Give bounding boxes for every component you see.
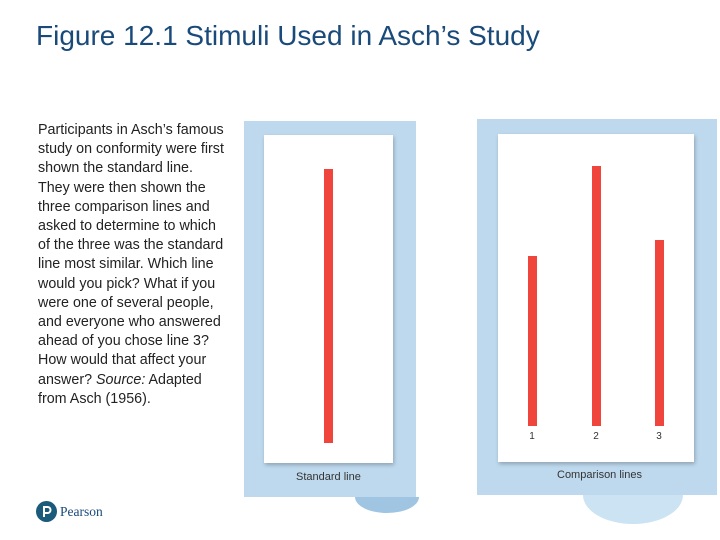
pearson-logo-icon [36, 501, 57, 522]
comparison-line-2 [592, 166, 601, 426]
comparison-label-1: 1 [529, 431, 535, 442]
standard-line-caption: Standard line [296, 471, 361, 483]
slide-title: Figure 12.1 Stimuli Used in Asch’s Study [36, 20, 540, 51]
decorative-arc [355, 497, 419, 513]
decorative-arc [583, 495, 683, 524]
comparison-line-1 [528, 256, 537, 426]
pearson-logo [36, 501, 103, 522]
source-text: Adapted from Asch (1956). [38, 371, 202, 407]
comparison-label-3: 3 [656, 431, 662, 442]
description-main: Participants in Asch’s famous study on conformity were first shown the standard line. They were then shown the three comparison lines and asked to determine to which of the three was the standard line most similar. Which line would you pick? What if you were one of several people, and everyone who answered ahead of you chose line 3? How would that affect your answer? [38, 122, 224, 388]
standard-line [324, 169, 333, 443]
comparison-line-3 [655, 240, 664, 426]
pearson-logo-text: Pearson [60, 503, 103, 519]
source-label: Source: [96, 371, 146, 388]
figure-description [38, 121, 228, 409]
comparison-lines-caption: Comparison lines [557, 469, 642, 481]
comparison-label-2: 2 [593, 431, 599, 442]
